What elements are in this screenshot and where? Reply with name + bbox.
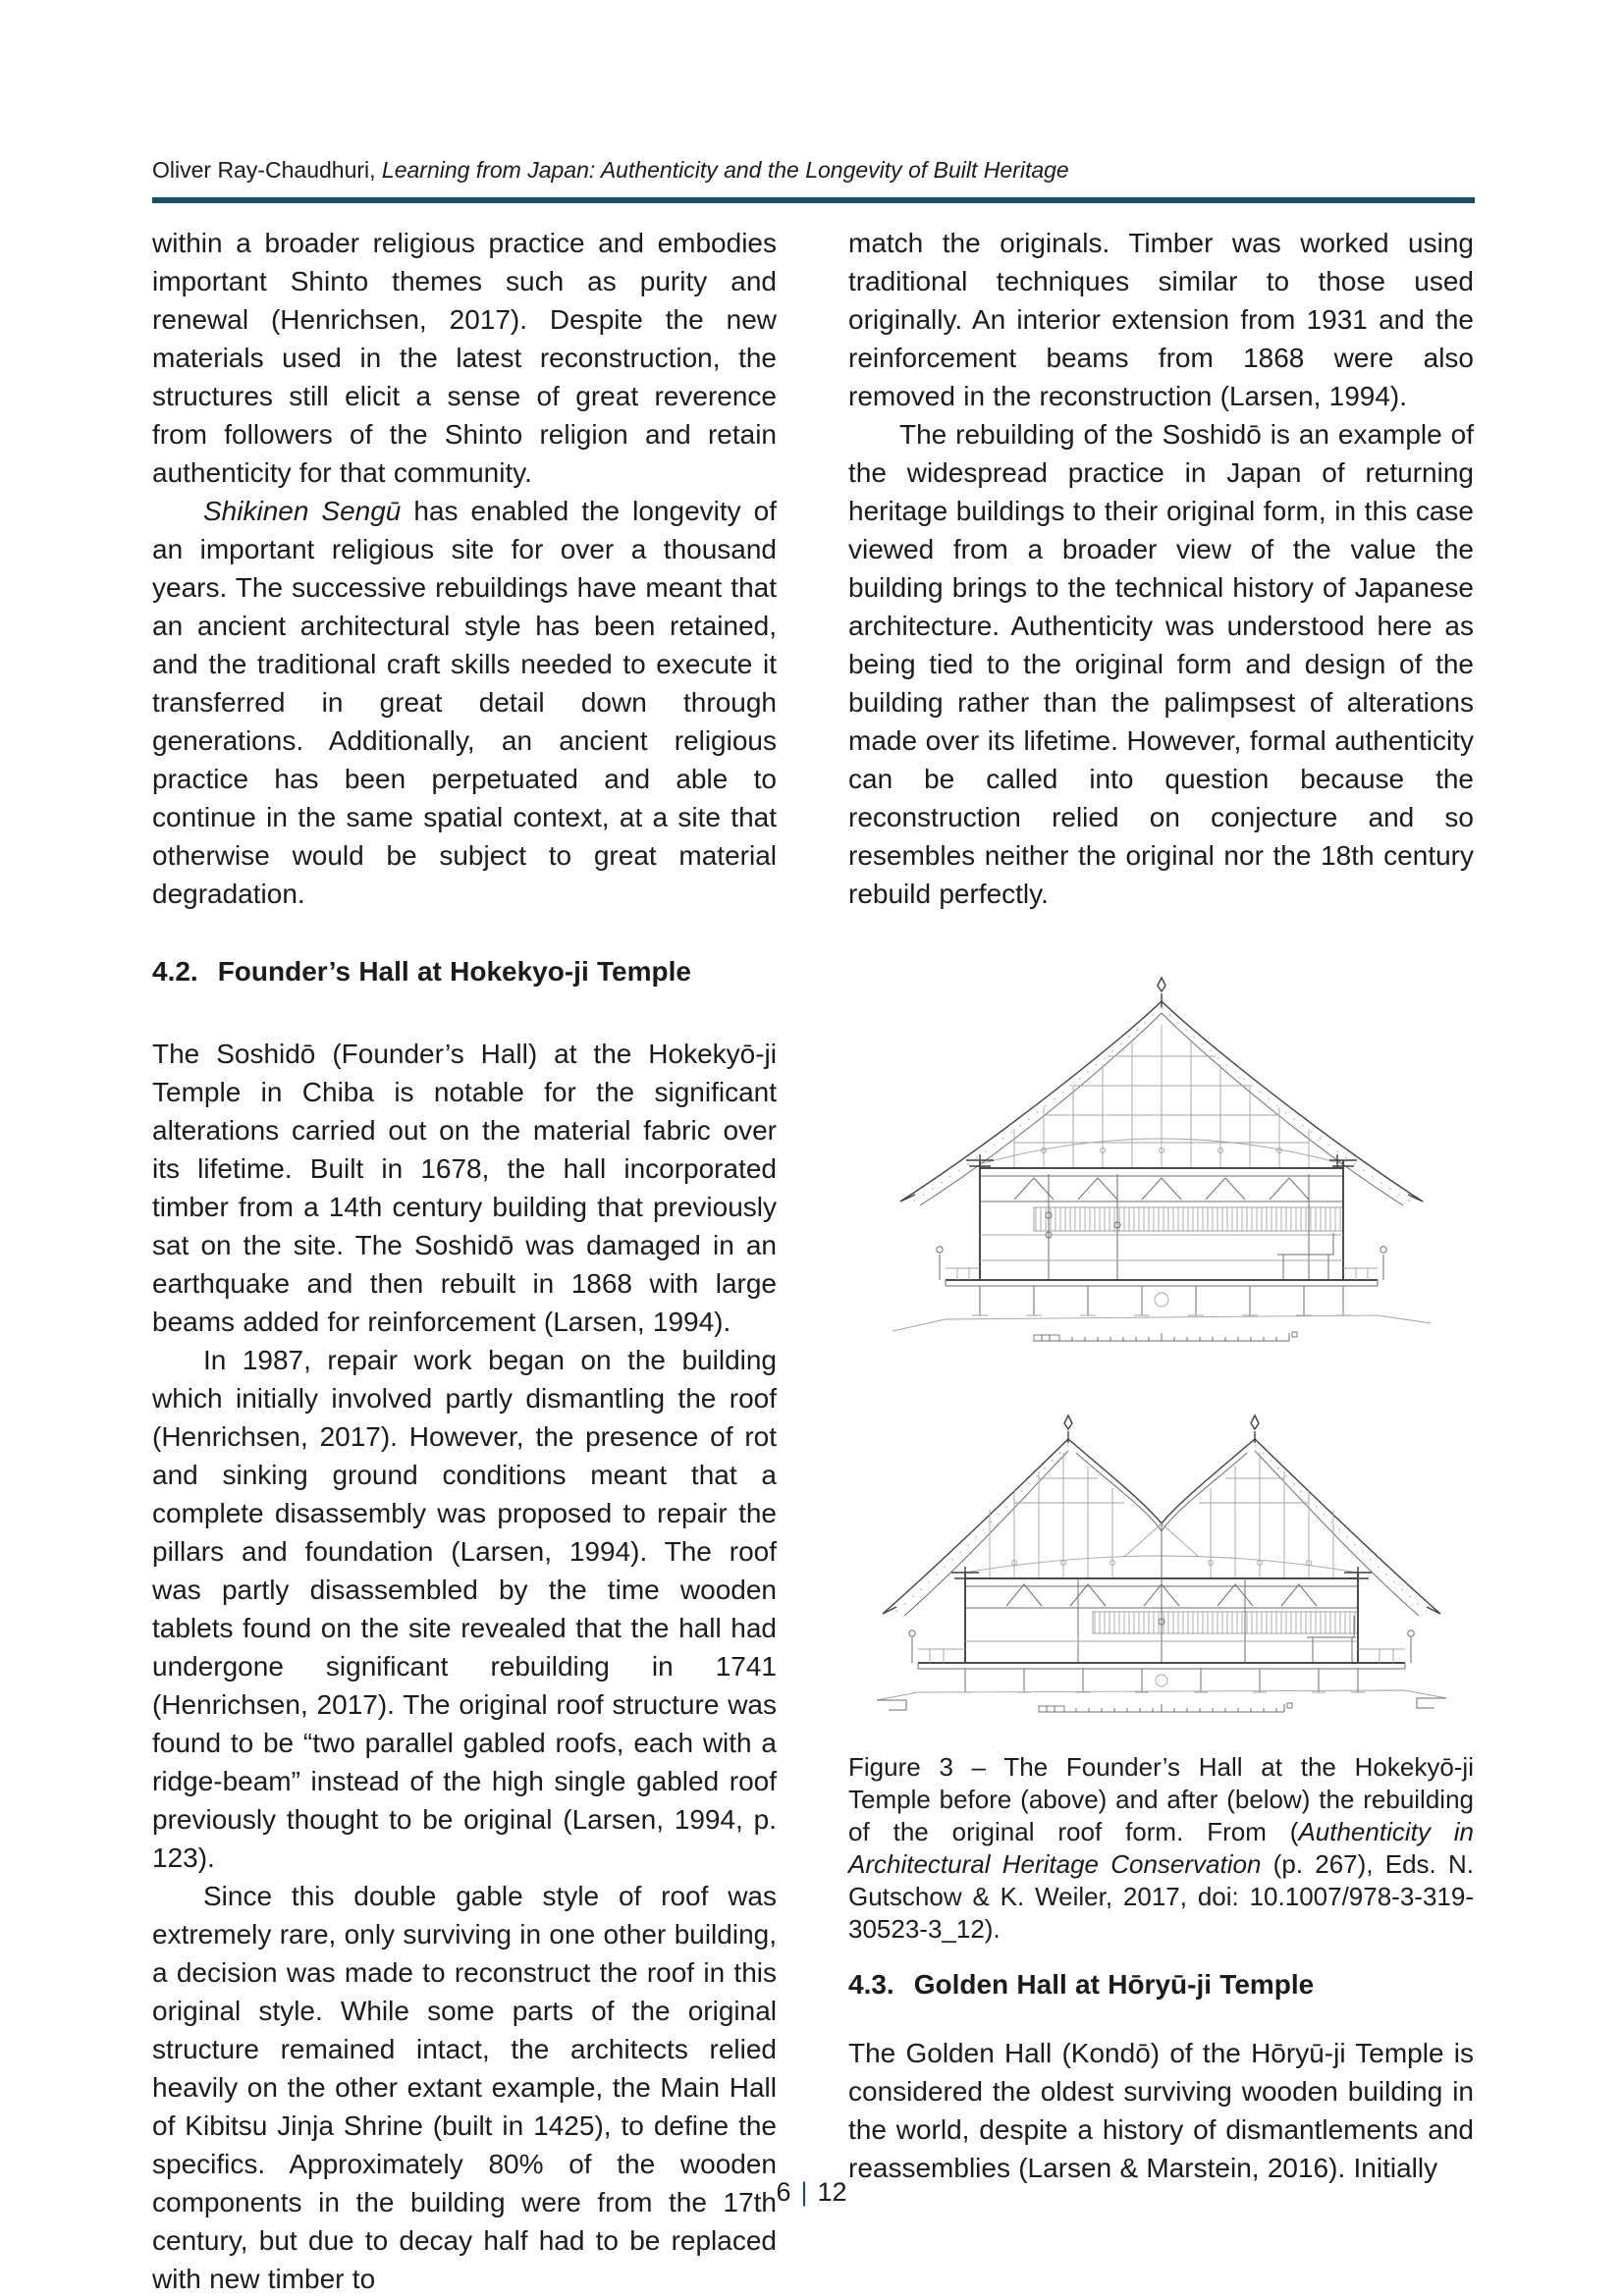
paragraph: match the originals. Timber was worked using traditional techniques similar to those used originally. An interior extension from 1931 and the reinforcement beams from 1868 were also removed in the reconstruction (Larsen, 1994).	[848, 228, 1474, 411]
paragraph: Since this double gable style of roof was extremely rare, only surviving in one other building, a decision was made to reconstruct the roof in this original style. While some parts of the original structure remained intact, the architects relied heavily on the other extant example, the Main Hall of Kibitsu Jinja Shrine (built in 1425), to define the specifics. Approximately 80% of the wooden components in the building were from the 17th century, but due to decay half had to be replaced with new timber to	[152, 1881, 777, 2294]
paragraph: The rebuilding of the Soshidō is an example of the widespread practice in Japan of returning heritage buildings to their original form, in this case viewed from a broader view of the value the building brings to the technical history of Japanese architecture. Authenticity was understood here as being tied to the original form and design of the building rather than the palimpsest of alterations made over its lifetime. However, formal authenticity can be called into question because the reconstruction relied on conjecture and so resembles neither the original nor the 18th century rebuild perfectly.	[848, 419, 1474, 909]
paragraph: The Soshidō (Founder’s Hall) at the Hokekyō-ji Temple in Chiba is notable for the significant alterations carried out on the material fabric over its lifetime. Built in 1678, the hall incorporated timber from a 14th century building that previously sat on the site. The Soshidō was damaged in an earthquake and then rebuilt in 1868 with large beams added for reinforcement (Larsen, 1994).	[152, 1039, 777, 1337]
figure3	[848, 968, 1474, 1946]
figure3-caption: Figure 3 – The Founder’s Hall at the Hokekyō-ji Temple before (above) and after (below) the rebuilding of the original roof form. From (Authenticity in Architectural Heritage Conservation (p. 267), Eds. N. Gutschow & K. Weiler, 2017, doi: 10.1007/978-3-319-30523-3_12).	[848, 1752, 1474, 1944]
running-head	[152, 157, 1475, 183]
header-rule	[152, 197, 1475, 203]
page-footer	[0, 2177, 1623, 2208]
paragraph: within a broader religious practice and embodies important Shinto themes such as purity and renewal (Henrichsen, 2017). Despite the new materials used in the latest reconstruction, the structures still elicit a sense of great reverence from followers of the Shinto religion and retain authenticity for that community.	[152, 228, 777, 488]
section-number: 4.2.	[152, 956, 198, 987]
total-pages: 12	[817, 2177, 847, 2207]
section-number: 4.3.	[848, 1969, 894, 2000]
paragraph: Shikinen Sengū has enabled the longevity of an important religious site for over a thousand years. The successive rebuildings have meant that an ancient architectural style has been retained, and the traditional craft skills needed to execute it transferred in great detail down through generations. Additionally, an ancient religious practice has been perpetuated and able to continue in the same spatial context, at a site that otherwise would be subject to great material degradation.	[152, 496, 778, 909]
section-heading-4-2	[152, 952, 777, 991]
figure3-drawing-before	[887, 968, 1436, 1361]
section-title: Golden Hall at Hōryū-ji Temple	[913, 1969, 1315, 2000]
paragraph: The Golden Hall (Kondō) of the Hōryū-ji Temple is considered the oldest surviving wooden building in the world, despite a history of dismantlements and reassemblies (Larsen & Marstein, 2016). Initially	[848, 2038, 1474, 2183]
scale-bar	[1034, 1332, 1297, 1341]
running-head-title: Learning from Japan: Authenticity and the Longevity of Built Heritage	[381, 157, 1069, 183]
page-number-separator: |	[800, 2177, 808, 2207]
figure3-drawing-after	[867, 1410, 1456, 1724]
page-number: 6	[776, 2177, 791, 2207]
section-title: Founder’s Hall at Hokekyo-ji Temple	[217, 956, 691, 987]
running-head-author: Oliver Ray-Chaudhuri,	[152, 157, 382, 183]
paragraph: In 1987, repair work began on the building which initially involved partly dismantling the roof (Henrichsen, 2017). However, the presence of rot and sinking ground conditions meant that a complete disassembly was proposed to repair the pillars and foundation (Larsen, 1994). The roof was partly disassembled by the time wooden tablets found on the site revealed that the hall had undergone significant rebuilding in 1741 (Henrichsen, 2017). The original roof structure was found to be “two parallel gabled roofs, each with a ridge-beam” instead of the high single gabled roof previously thought to be original (Larsen, 1994, p. 123).	[152, 1345, 777, 1873]
page-header	[152, 157, 1475, 203]
left-column	[152, 224, 777, 2296]
right-column	[848, 224, 1474, 2187]
scale-bar	[1039, 1703, 1292, 1712]
section-heading-4-3	[848, 1965, 1474, 2004]
